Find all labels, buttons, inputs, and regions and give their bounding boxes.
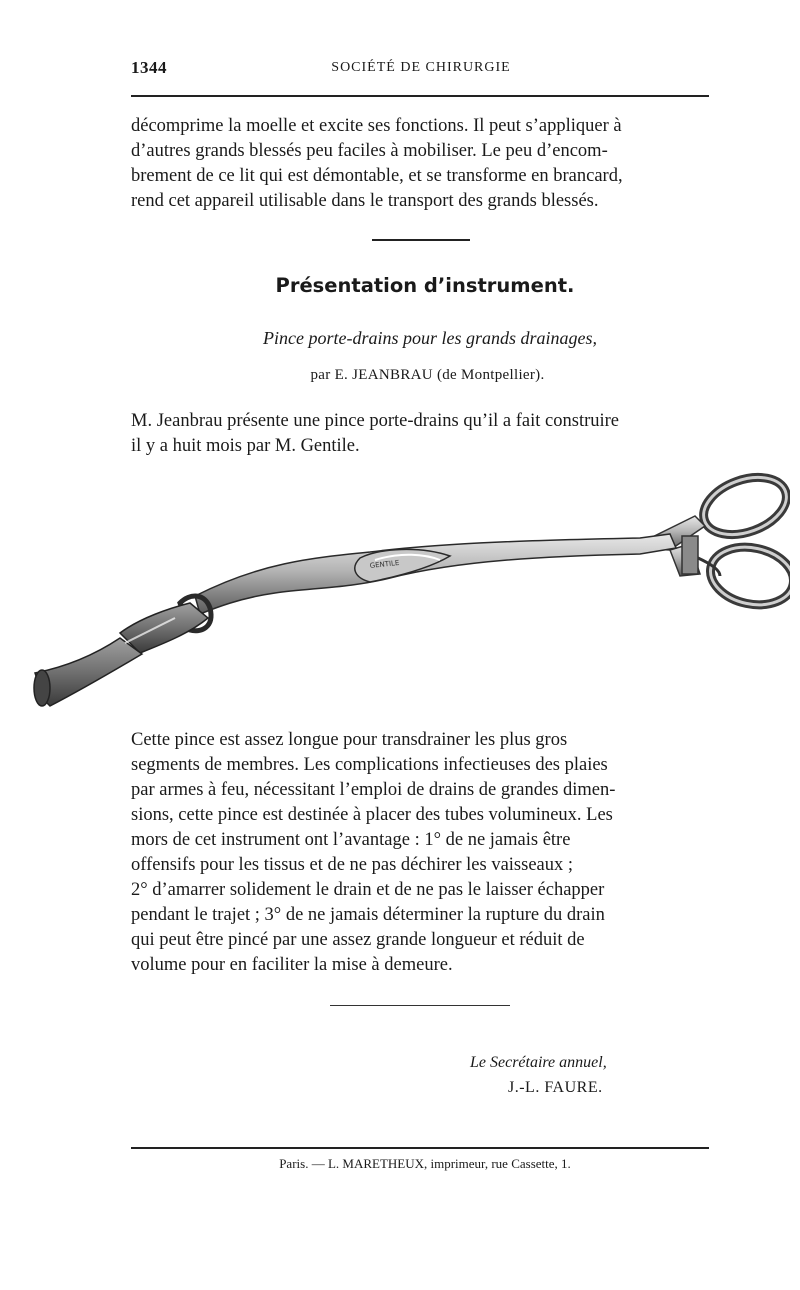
forceps-drawing — [30, 468, 790, 718]
text-line: d’autres grands blessés peu faciles à mobiliser. Le peu d’encom- — [131, 141, 608, 161]
page-header — [131, 58, 711, 84]
text-line: il y a huit mois par M. Gentile. — [131, 436, 360, 456]
paragraph-intro — [131, 409, 714, 459]
text-line: brement de ce lit qui est démontable, et se transforme en brancard, — [131, 166, 623, 186]
text-line: M. Jeanbrau présente une pince porte-drains qu’il a fait construire — [131, 411, 620, 431]
end-separator — [330, 1005, 510, 1006]
author-byline: par E. JEANBRAU (de Montpellier). — [310, 367, 545, 383]
page-number: 1344 — [131, 58, 167, 77]
finger-ring-upper — [696, 468, 790, 545]
forceps-illustration — [30, 468, 790, 718]
text-line: 2° d’amarrer solidement le drain et de ne pas le laisser échapper — [131, 880, 605, 900]
finger-ring-lower — [705, 540, 790, 612]
paragraph-description — [131, 728, 714, 978]
text-line: offensifs pour les tissus et de ne pas déchirer les vaisseaux ; — [131, 855, 574, 875]
text-line: par armes à feu, nécessitant l’emploi de drains de grandes dimen- — [131, 780, 616, 800]
text-line: volume pour en faciliter la mise à demeure. — [131, 955, 453, 975]
text-line: Cette pince est assez longue pour transdrainer les plus gros — [131, 730, 568, 750]
article-subtitle: Pince porte-drains pour les grands drainages, — [263, 328, 597, 348]
text-line: pendant le trajet ; 3° de ne jamais déterminer la rupture du drain — [131, 905, 605, 925]
section-title: Présentation d’instrument. — [275, 274, 575, 297]
text-line: décomprime la moelle et excite ses fonctions. Il peut s’appliquer à — [131, 116, 622, 136]
paragraph-continuation — [131, 114, 714, 214]
header-rule — [131, 95, 709, 97]
text-line: segments de membres. Les complications infectieuses des plaies — [131, 755, 608, 775]
signature-name: J.-L. FAURE. — [508, 1079, 603, 1096]
text-line: qui peut être pincé par une assez grande longueur et réduit de — [131, 930, 585, 950]
running-head: SOCIÉTÉ DE CHIRURGIE — [331, 60, 511, 75]
signature-role: Le Secrétaire annuel, — [470, 1054, 607, 1071]
text-line: mors de cet instrument ont l’avantage : 1° de ne jamais être — [131, 830, 571, 850]
footer-rule — [131, 1147, 709, 1149]
text-line: sions, cette pince est destinée à placer des tubes volumineux. Les — [131, 805, 613, 825]
section-separator — [372, 239, 470, 241]
engraving-text: GENTILE — [369, 558, 400, 570]
printer-imprint: Paris. — L. MARETHEUX, imprimeur, rue Cassette, 1. — [279, 1156, 571, 1171]
text-line: rend cet appareil utilisable dans le transport des grands blessés. — [131, 191, 599, 211]
